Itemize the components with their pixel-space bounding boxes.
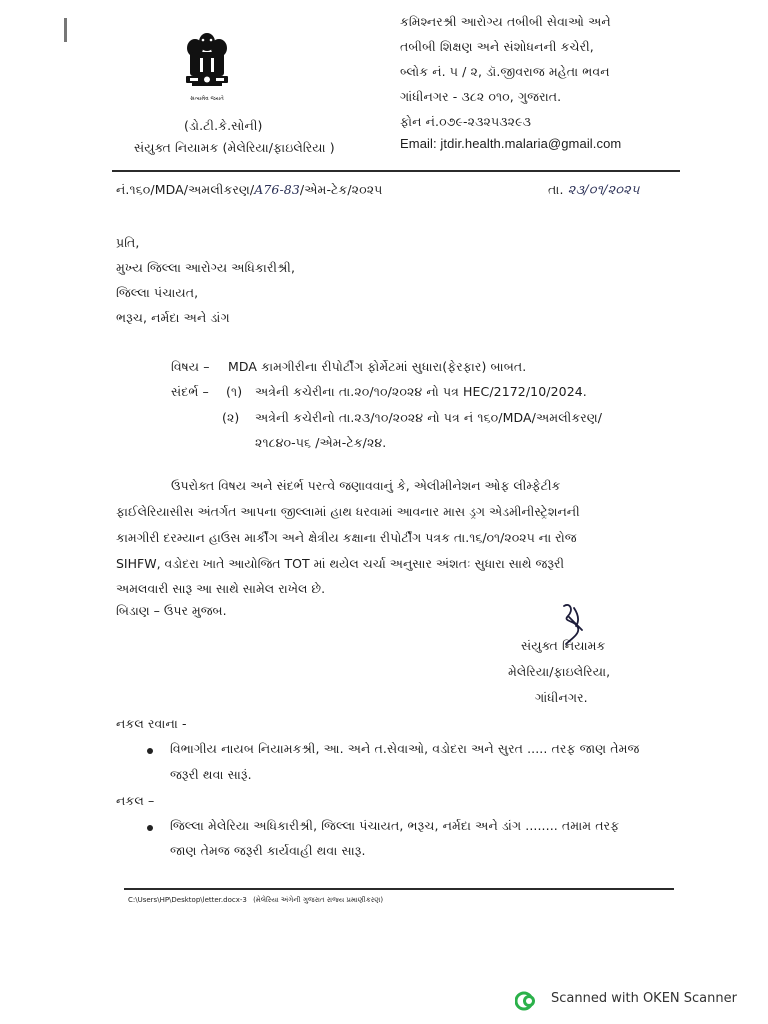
reference-2-text: અત્રેની કચેરીનો તા.૨૩/૧૦/૨૦૨૪ નો પત્ર નં ૧૬૦/MDA/અમલીકરણ/ (255, 410, 603, 425)
handwritten-number: A76-83 (254, 182, 300, 197)
office-line-2: તબીબી શિક્ષણ અને સંશોધનની કચેરી, (400, 39, 594, 54)
office-line-4: ગાંધીનગર - ૩૮૨ ૦૧૦, ગુજરાત. (400, 89, 562, 104)
body-line-2: ફાઈલેરિયાસીસ અંતર્ગત આપના જીલ્લામાં હાથ ધરવામાં આવનાર માસ ડ્રગ એડમીનીસ્ટ્રેશનની (116, 504, 580, 519)
reference-2-num: (૨) (222, 410, 240, 425)
signatory-name: (ડો.ટી.કે.સોની) (184, 118, 263, 133)
reference-number: નં.૧૬૦/MDA/અમલીકરણ/A76-83/એમ-ટેક/૨૦૨૫ (116, 182, 383, 197)
header-divider (112, 170, 680, 172)
signature-place: ગાંધીનગર. (535, 690, 588, 705)
reference-1-num: (૧) (226, 384, 243, 399)
scan-mark (64, 18, 67, 42)
recipient-line-4: ભરૂચ, નર્મદા અને ડાંગ (116, 310, 230, 325)
office-phone: ફોન નં.૦૭૯-૨૩૨૫૩૨૯૩ (400, 114, 532, 129)
copy-item-2-line-2: જાણ તેમજ જરૂરી કાર્યવાહી થવા સારૂ. (170, 843, 366, 858)
national-emblem-icon (176, 28, 238, 112)
references-label: સંદર્ભ – (171, 384, 209, 399)
signatory-title: સંયુક્ત નિયામક (મેલેરિયા/ફાઇલેરિયા ) (134, 140, 335, 155)
bullet-icon (147, 748, 153, 754)
copy-item-1-line-2: જરૂરી થવા સારૂં. (170, 767, 252, 782)
body-line-5: અમલવારી સારૂ આ સાથે સામેલ રાખેલ છે. (116, 581, 326, 596)
footer-file-path: C:\Users\HP\Desktop\letter.docx-3 (મેલેરિયા અંગેની ગુજરાત રાજ્ય પ્રમાણીકરણ) (128, 896, 384, 904)
signature-dept: મેલેરિયા/ફાઇલેરિયા, (508, 664, 611, 679)
copy-header-1: નકલ રવાના - (116, 716, 187, 731)
recipient-line-2: મુખ્ય જિલ્લા આરોગ્ય અધિકારીશ્રી, (116, 260, 296, 275)
office-line-3: બ્લોક નં. ૫ / ૨, ડૉ.જીવરાજ મહેતા ભવન (400, 64, 610, 79)
recipient-line-1: પ્રતિ, (116, 235, 140, 250)
bullet-icon (147, 825, 153, 831)
letter-date: તા. ૨૩/૦૧/૨૦૨૫ (548, 182, 640, 198)
subject-text: MDA કામગીરીના રીપોર્ટીંગ ફોર્મેટમાં સુધારા(ફેરફાર) બાબત. (228, 359, 527, 374)
scanner-label: Scanned with OKEN Scanner (551, 991, 737, 1006)
copy-item-1-line-1: વિભાગીય નાયબ નિયામકશ્રી, આ. અને ત.સેવાઓ, વડોદરા અને સુરત ..... તરફ જાણ તેમજ (170, 741, 640, 756)
subject-label: વિષય – (171, 359, 210, 374)
oken-scanner-logo-icon (515, 991, 537, 1011)
enclosure: બિડાણ – ઉપર મુજબ. (116, 603, 227, 618)
body-line-4: SIHFW, વડોદરા ખાતે આયોજિત TOT માં થયેલ ચર્ચા અનુસાર અંશતઃ સુધારા સાથે જરૂરી (116, 556, 565, 571)
recipient-line-3: જિલ્લા પંચાયત, (116, 285, 199, 300)
reference-1-text: અત્રેની કચેરીના તા.૨૦/૧૦/૨૦૨૪ નો પત્ર HEC/2172/10/2024. (255, 384, 587, 399)
office-email[interactable]: Email: jtdir.health.malaria@gmail.com (400, 136, 622, 151)
body-line-1: ઉપરોક્ત વિષય અને સંદર્ભ પરત્વે જણાવવાનું કે, એલીમીનેશન ઓફ લીમ્ફેટીક (171, 478, 561, 493)
copy-item-2-line-1: જિલ્લા મેલેરિયા અધિકારીશ્રી, જિલ્લા પંચાયત, ભરૂચ, નર્મદા અને ડાંગ ........ તમામ તરફ (170, 818, 620, 833)
signature-title: સંયુક્ત નિયામક (521, 638, 606, 653)
handwritten-date: ૨૩/૦૧/૨૦૨૫ (567, 183, 640, 198)
reference-2-text-cont: ૨૧૮૪૦-૫૬ /એમ-ટેક/૨૪. (255, 435, 387, 450)
copy-header-2: નકલ – (116, 793, 155, 808)
office-line-1: કમિશ્નરશ્રી આરોગ્ય તબીબી સેવાઓ અને (400, 14, 611, 29)
footer-divider (124, 888, 674, 890)
emblem-motto: સત્યમેવ જયતે (190, 96, 224, 102)
body-line-3: કામગીરી દરમ્યાન હાઉસ માર્કીંગ અને ક્ષેત્રીય કક્ષાના રીપોર્ટીંગ પત્રક તા.૧૬/૦૧/૨૦૨૫ ના રોજ (116, 530, 577, 545)
